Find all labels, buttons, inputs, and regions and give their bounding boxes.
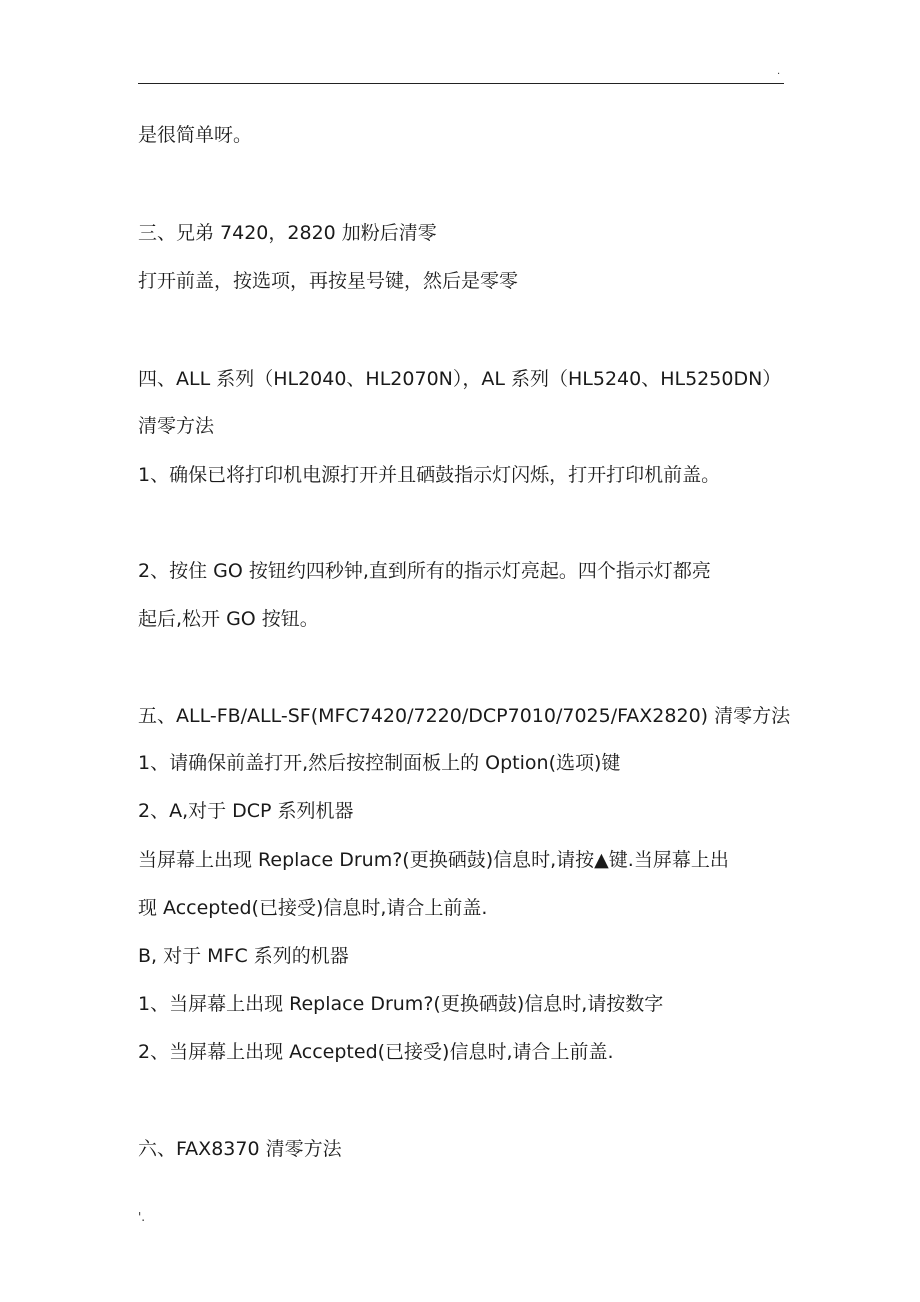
step-line: 1、请确保前盖打开,然后按控制面板上的 Option(选项)键 — [138, 752, 621, 774]
section-heading-6: 六、FAX8370 清零方法 — [138, 1138, 342, 1160]
header-rule — [138, 83, 784, 84]
step-line: 2、当屏幕上出现 Accepted(已接受)信息时,请合上前盖. — [138, 1041, 614, 1063]
text-line: 起后,松开 GO 按钮。 — [138, 608, 319, 630]
text-line: 是很简单呀。 — [138, 124, 253, 146]
text-line: 清零方法 — [138, 415, 215, 437]
section-heading-5: 五、ALL-FB/ALL-SF(MFC7420/7220/DCP7010/7025/FAX2820) 清零方法 — [138, 705, 791, 727]
text-line: 打开前盖，按选项，再按星号键，然后是零零 — [138, 270, 519, 292]
footer-mark: '. — [138, 1210, 146, 1224]
text-line: 当屏幕上出现 Replace Drum?(更换硒鼓)信息时,请按▲键.当屏幕上出 — [138, 849, 729, 871]
text-line: B, 对于 MFC 系列的机器 — [138, 945, 349, 967]
section-heading-3: 三、兄弟 7420，2820 加粉后清零 — [138, 222, 437, 244]
step-line: 1、确保已将打印机电源打开并且硒鼓指示灯闪烁，打开打印机前盖。 — [138, 464, 721, 486]
step-line: 1、当屏幕上出现 Replace Drum?(更换硒鼓)信息时,请按数字 — [138, 993, 664, 1015]
step-line: 2、按住 GO 按钮约四秒钟,直到所有的指示灯亮起。四个指示灯都亮 — [138, 560, 711, 582]
step-line: 2、A,对于 DCP 系列机器 — [138, 800, 354, 822]
text-line: 现 Accepted(已接受)信息时,请合上前盖. — [138, 897, 488, 919]
header-mark: . — [777, 66, 781, 77]
section-heading-4: 四、ALL 系列（HL2040、HL2070N），AL 系列（HL5240、HL5250DN） — [138, 368, 782, 390]
